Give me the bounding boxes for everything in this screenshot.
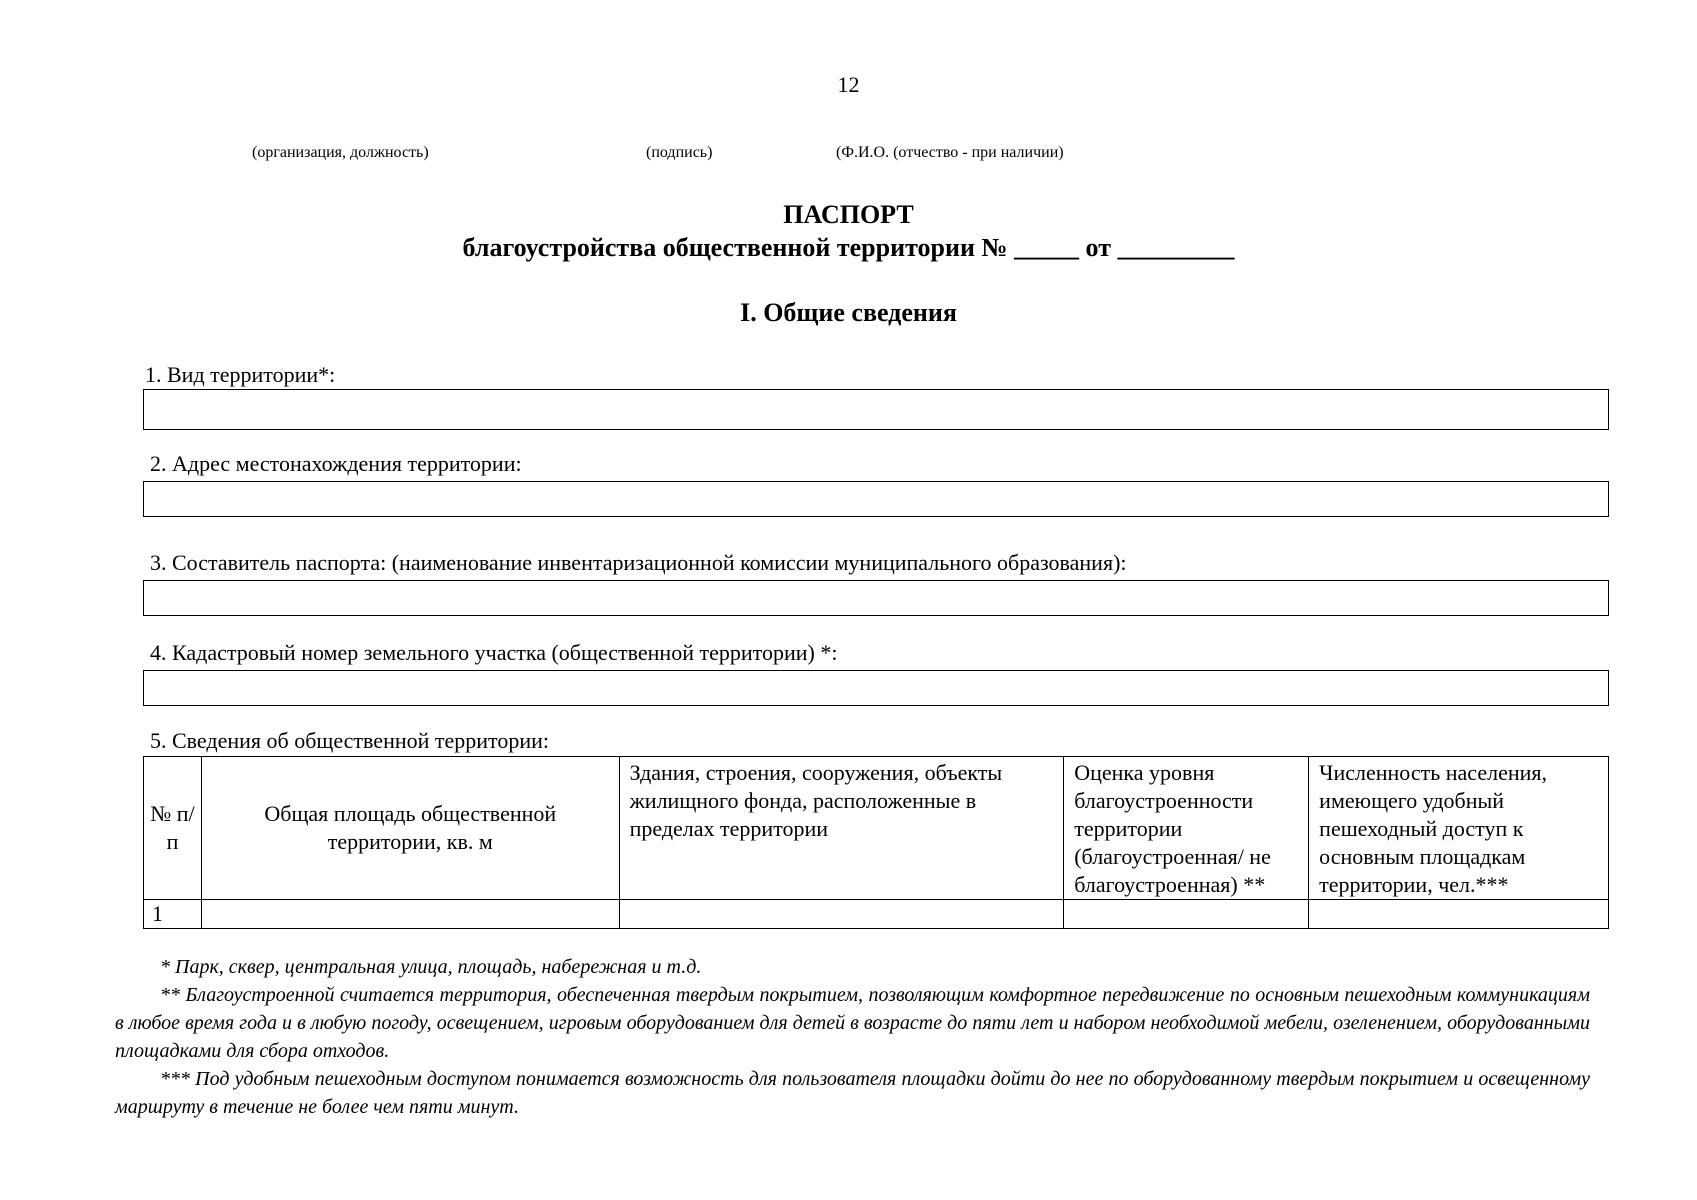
field-box-compiler[interactable] (143, 580, 1609, 616)
column-header-number: № п/п (144, 757, 202, 900)
field-label-compiler: 3. Составитель паспорта: (наименование инвентаризационной комиссии муниципального образования): (150, 550, 1127, 575)
table-row (144, 900, 1609, 929)
column-header-total-area: Общая площадь общественной территории, кв. м (201, 757, 619, 900)
table-cell: 1 (144, 900, 202, 929)
field-box-cadastral-number[interactable] (143, 670, 1609, 706)
document-title: ПАСПОРТ (783, 200, 914, 229)
signature-caption-full-name: (Ф.И.О. (отчество - при наличии) (836, 144, 1064, 161)
field-box-address[interactable] (143, 481, 1609, 517)
column-header-population: Численность населения, имеющего удобный пешеходный доступ к основным площадкам территории, чел.*** (1309, 757, 1609, 900)
table-label: 5. Сведения об общественной территории: (150, 728, 550, 753)
footnote-1: * Парк, сквер, центральная улица, площадь, набережная и т.д. (160, 956, 702, 978)
field-label-territory-type: 1. Вид территории*: (145, 362, 336, 387)
signature-caption-signature: (подпись) (646, 144, 713, 161)
table-cell[interactable] (1064, 900, 1309, 929)
field-box-territory-type[interactable] (143, 389, 1609, 430)
field-label-address: 2. Адрес местонахождения территории: (150, 451, 522, 476)
footnote-2: ** Благоустроенной считается территория, обеспеченная твердым покрытием, позволяющим комфортное передвижение по основным пешеходным коммуникациям в любое время года и в любую погоду, освещением, игровым оборудованием для детей в возрасте до пяти лет и набором необходимой мебели, озеленением, оборудованными площадками для сбора отходов. (115, 984, 1590, 1062)
section-title: I. Общие сведения (740, 298, 957, 327)
document-subtitle: благоустройства общественной территории № _____ от _________ (462, 233, 1235, 262)
page-number: 12 (837, 72, 860, 97)
table-cell[interactable] (1309, 900, 1609, 929)
column-header-buildings: Здания, строения, сооружения, объекты жилищного фонда, расположенные в пределах территории (619, 757, 1064, 900)
footnotes (115, 953, 1590, 1121)
table-header-row (144, 757, 1609, 900)
footnote-3: *** Под удобным пешеходным доступом понимается возможность для пользователя площадки дойти до нее по оборудованному твердым покрытием и освещенному маршруту в течение не более чем пяти минут. (115, 1068, 1590, 1118)
territory-info-table (143, 756, 1609, 929)
table-cell[interactable] (619, 900, 1064, 929)
signature-caption-organization: (организация, должность) (252, 144, 429, 161)
column-header-improvement-level: Оценка уровня благоустроенности территории (благоустроенная/ не благоустроенная) ** (1064, 757, 1309, 900)
field-label-cadastral-number: 4. Кадастровый номер земельного участка (общественной территории) *: (150, 640, 838, 665)
table-cell[interactable] (201, 900, 619, 929)
